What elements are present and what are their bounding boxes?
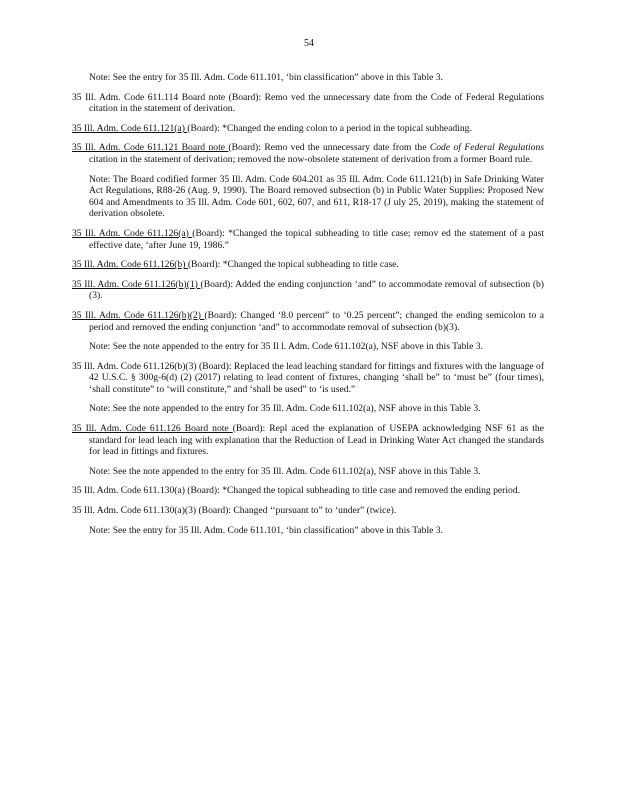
entry-ref: 35 Ill. Adm. Code 611.121 Board note	[72, 142, 229, 154]
entry-text: (Board): Remo ved the unnecessary date from the	[228, 142, 430, 154]
page-number: 54	[304, 38, 314, 49]
entry-text: citation in the statement of derivation; removed the now-obsolete statement of derivation from a former Board rule.	[89, 153, 533, 165]
entry-text: (Board): Repl aced the explanation of USEPA acknowledging NSF 61 as the standard for lead leach ing with explanation that the Reduction of Lead in Drinking Water Act changed the standards for lead in fittings and fixtures.	[89, 423, 544, 458]
entry-text: (Board): Added the ending conjunction ‘and” to accommodate removal of subsection (b)(3).	[89, 278, 544, 302]
entry-text: (Board): Replaced the lead leaching standard for fittings and fixtures with the language of 42 U.S.C. § 300g-6(d) (2) (2017) relating to lead content of fixtures, changing ‘shall be” to ‘must be” (four times), ‘shall constitute” to ‘will constitute,” and ‘shall be used” to ‘is used.”	[89, 360, 545, 395]
entry-ref: 35 Ill. Adm. Code 611.126(a)	[72, 227, 193, 239]
entry-611-121a	[72, 123, 544, 135]
entry-text: (Board): Remo ved the unnecessary date from the Code of Federal Regulations citation in the statement of derivation.	[89, 91, 544, 115]
entry-italic-text: Code of Federal Regulations	[429, 142, 544, 154]
entry-611-126b2	[72, 310, 544, 333]
note-6: Note: See the entry for 35 Ill. Adm. Code 611.101, ‘bin classification” above in this Table 3.	[89, 524, 443, 536]
entry-ref: 35 Ill. Adm. Code 611.126(b)(2)	[72, 309, 205, 321]
entry-611-126-board-note	[72, 423, 544, 458]
entry-ref: 35 Ill. Adm. Code 611.126 Board note	[72, 423, 233, 435]
note-3: Note: See the note appended to the entry for 35 Il l. Adm. Code 611.102(a), NSF above in this Table 3.	[89, 341, 483, 353]
note-1: Note: See the entry for 35 Ill. Adm. Code 611.101, ‘bin classification” above in this Table 3.	[89, 72, 443, 83]
entry-611-130a3	[72, 505, 544, 517]
entry-text: (Board): Changed ‘8.0 percent” to ‘0.25 percent”; changed the ending semicolon to a period and removed the ending conjunction ‘and” to accommodate removal of subsection (b)(3).	[89, 309, 544, 333]
entry-611-114-board-note	[72, 92, 544, 115]
note-5: Note: See the note appended to the entry for 35 Ill. Adm. Code 611.102(a), NSF above in this Table 3.	[89, 465, 481, 477]
note-2: Note: The Board codified former 35 Ill. Adm. Code 604.201 as 35 Ill. Adm. Code 611.121(b) in Safe Drinking Water Act Regulations, R88-26 (Aug. 9, 1990). The Board removed subsection (b) in Public Water Supplies: Proposed New 604 and Amendments to 35 Ill. Adm. Code 601, 602, 607, and 611, R18-17 (J uly 25, 2019), making the statement of derivation obsolete.	[89, 173, 544, 220]
entry-ref: 35 Ill. Adm. Code 611.130(a)(3)	[72, 505, 197, 517]
note-4: Note: See the note appended to the entry for 35 Ill. Adm. Code 611.102(a), NSF above in this Table 3.	[89, 403, 481, 415]
entry-611-126b3	[72, 361, 544, 396]
entry-ref: 35 Ill. Adm. Code 611.126(b)	[72, 259, 188, 271]
entry-611-126b	[72, 259, 544, 271]
entry-ref: 35 Ill. Adm. Code 611.126(b)(1)	[72, 278, 201, 290]
entry-text: (Board): Changed ‘‘pursuant to” to ‘under” (twice).	[196, 505, 397, 517]
entry-text: (Board): *Changed the topical subheading to title case.	[187, 259, 399, 271]
entry-ref: 35 Ill. Adm. Code 611.130(a)	[72, 485, 185, 497]
entry-text: (Board): *Changed the topical subheading to title case and removed the ending period.	[184, 485, 521, 497]
entry-611-126a	[72, 228, 544, 251]
entry-ref: 35 Ill. Adm. Code 611.114 Board note	[72, 91, 226, 103]
entry-611-121-board-note	[72, 142, 544, 165]
entry-611-126b1	[72, 279, 544, 302]
entry-611-130a	[72, 485, 544, 497]
entry-ref: 35 Ill. Adm. Code 611.126(b)(3)	[72, 360, 197, 372]
entry-text: (Board): *Changed the ending colon to a period in the topical subheading.	[187, 122, 472, 134]
entry-ref: 35 Ill. Adm. Code 611.121(a)	[72, 122, 188, 134]
document-body	[72, 72, 544, 544]
entry-text: (Board): *Changed the topical subheading to title case; remov ed the statement of a past effective date, ‘after June 19, 1986.”	[89, 227, 544, 251]
